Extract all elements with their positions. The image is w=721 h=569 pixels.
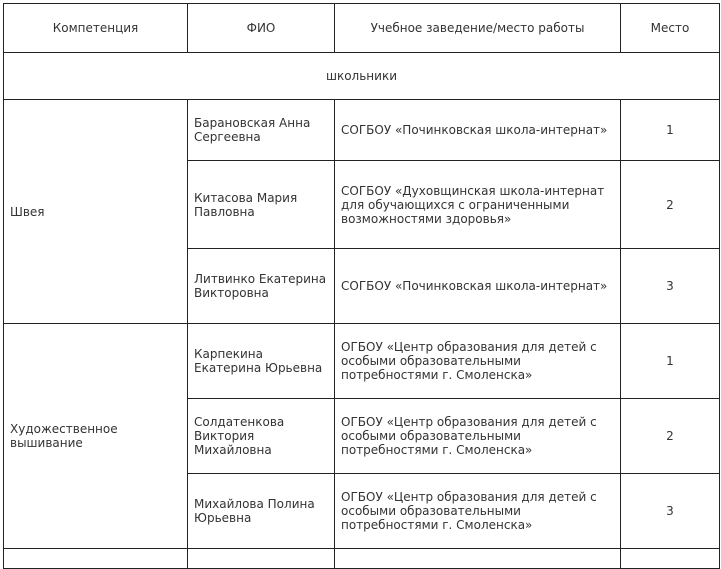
place-cell: 1 <box>621 324 720 399</box>
name-cell: Карпекина Екатерина Юрьевна <box>188 324 335 399</box>
results-table <box>3 3 720 569</box>
header-org: Учебное заведение/место работы <box>335 4 621 53</box>
header-name: ФИО <box>188 4 335 53</box>
competence-cell: Швея <box>4 100 188 324</box>
org-cell: ОГБОУ «Центр образования для детей с особыми образовательными потребностями г. Смоленска» <box>335 474 621 549</box>
place-cell: 2 <box>621 399 720 474</box>
org-cell: СОГБОУ «Починковская школа-интернат» <box>335 249 621 324</box>
header-row <box>4 4 720 53</box>
table-row <box>4 100 720 161</box>
place-cell: 1 <box>621 100 720 161</box>
name-cell: Солдатенкова Виктория Михайловна <box>188 399 335 474</box>
place-cell: 3 <box>621 474 720 549</box>
competence-cell: Художественное вышивание <box>4 324 188 549</box>
name-cell: Литвинко Екатерина Викторовна <box>188 249 335 324</box>
table-row <box>4 324 720 399</box>
place-cell: 3 <box>621 249 720 324</box>
name-cell: Михайлова Полина Юрьевна <box>188 474 335 549</box>
header-competence: Компетенция <box>4 4 188 53</box>
org-cell: ОГБОУ «Центр образования для детей с особыми образовательными потребностями г. Смоленска» <box>335 399 621 474</box>
org-cell: СОГБОУ «Починковская школа-интернат» <box>335 100 621 161</box>
name-cell: Китасова Мария Павловна <box>188 161 335 249</box>
section-title: школьники <box>4 53 720 100</box>
org-cell: ОГБОУ «Центр образования для детей с особыми образовательными потребностями г. Смоленска» <box>335 324 621 399</box>
header-place: Место <box>621 4 720 53</box>
place-cell: 2 <box>621 161 720 249</box>
name-cell: Барановская Анна Сергеевна <box>188 100 335 161</box>
org-cell: СОГБОУ «Духовщинская школа-интернат для обучающихся с ограниченными возможностями здоровья» <box>335 161 621 249</box>
